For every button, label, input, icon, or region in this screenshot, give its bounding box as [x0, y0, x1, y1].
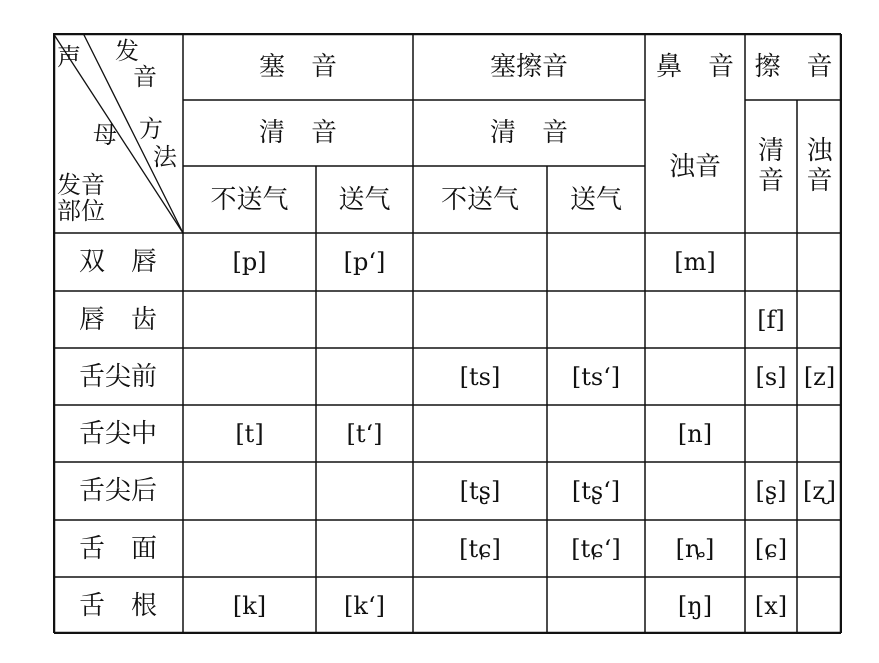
header-nasal: 鼻 音 — [655, 51, 734, 82]
header-affricate-unaspirated: 不送气 — [440, 184, 519, 215]
fricative-voiced-char-2: 音 — [806, 165, 833, 196]
phoneme-cell — [745, 405, 797, 462]
phoneme-cell: [tʂ] — [459, 477, 501, 505]
corner-label-buwei: 部位 — [57, 197, 105, 225]
row-place-label: 舌 根 — [78, 590, 157, 621]
phoneme-cell — [316, 520, 413, 577]
row-place-label: 舌 面 — [78, 533, 157, 564]
phoneme-cell — [797, 520, 842, 577]
phoneme-cell — [413, 577, 547, 634]
phoneme-cell — [797, 405, 842, 462]
corner-label-fa2: 法 — [153, 143, 177, 171]
consonant-table — [53, 33, 842, 634]
phoneme-cell: [ŋ] — [677, 591, 713, 620]
phoneme-cell — [797, 577, 842, 634]
row-place-label: 舌尖后 — [78, 476, 157, 506]
corner-label-fa: 发 — [115, 37, 139, 65]
phoneme-cell: [m] — [674, 248, 716, 276]
phoneme-cell — [183, 291, 316, 348]
phoneme-cell: [n] — [677, 419, 713, 448]
phoneme-cell — [547, 291, 645, 348]
phoneme-cell — [316, 462, 413, 520]
header-affricate-voiceless: 清 音 — [489, 118, 568, 148]
row-place-label: 舌尖中 — [78, 418, 157, 449]
phoneme-cell: [tʻ] — [346, 419, 383, 448]
phoneme-cell: [s] — [755, 362, 787, 391]
phoneme-cell — [645, 291, 745, 348]
header-stop: 塞 音 — [258, 51, 337, 82]
corner-label-fayin: 发音 — [57, 171, 105, 199]
phoneme-cell — [183, 520, 316, 577]
header-stop-voiceless: 清 音 — [258, 118, 337, 148]
phoneme-cell — [645, 348, 745, 405]
header-nasal-voiced: 浊音 — [668, 151, 721, 182]
row-place-label: 唇 齿 — [78, 304, 157, 335]
phoneme-cell — [183, 462, 316, 520]
phoneme-cell: [ʐ] — [802, 477, 837, 505]
header-fricative-voiceless — [745, 100, 797, 233]
phoneme-cell: [ʂ] — [755, 477, 787, 505]
corner-label-yin: 音 — [133, 63, 157, 91]
phoneme-cell — [797, 233, 842, 291]
phoneme-cell — [413, 233, 547, 291]
row-place-label: 双 唇 — [78, 247, 157, 277]
phoneme-cell — [547, 405, 645, 462]
corner-label-sheng: 声 — [57, 43, 81, 71]
phoneme-cell: [t] — [235, 419, 264, 448]
phoneme-cell — [645, 462, 745, 520]
phoneme-cell — [316, 291, 413, 348]
corner-label-mu: 母 — [93, 121, 117, 149]
phoneme-cell: [x] — [754, 591, 788, 620]
phoneme-cell: [ɕ] — [754, 534, 788, 563]
fricative-voiceless-char-1: 清 — [757, 135, 784, 166]
phoneme-cell — [183, 348, 316, 405]
corner-label-fang: 方 — [139, 115, 163, 143]
phoneme-cell: [ts] — [459, 362, 501, 391]
fricative-voiced-char-1: 浊 — [806, 135, 833, 166]
phoneme-cell — [413, 405, 547, 462]
phoneme-cell: [tʂʻ] — [571, 477, 621, 505]
phoneme-cell — [547, 577, 645, 634]
phoneme-cell: [tɕʻ] — [571, 534, 621, 563]
header-affricate-aspirated: 送气 — [569, 184, 622, 215]
header-fricative: 擦 音 — [754, 51, 833, 82]
row-place-label: 舌尖前 — [78, 361, 157, 392]
phoneme-cell — [547, 233, 645, 291]
phoneme-cell — [413, 291, 547, 348]
phoneme-cell — [316, 348, 413, 405]
header-affricate: 塞擦音 — [489, 51, 568, 82]
phoneme-cell: [tsʻ] — [571, 362, 621, 391]
phoneme-cell: [k] — [232, 591, 267, 620]
phoneme-cell: [tɕ] — [459, 534, 501, 563]
phoneme-cell — [745, 233, 797, 291]
phoneme-cell: [pʻ] — [343, 248, 386, 276]
phoneme-cell — [797, 291, 842, 348]
header-stop-unaspirated: 不送气 — [210, 184, 289, 215]
phoneme-cell: [kʻ] — [344, 591, 385, 620]
phoneme-cell: [z] — [803, 362, 836, 391]
phoneme-cell: [f] — [757, 305, 785, 334]
fricative-voiceless-char-2: 音 — [757, 165, 784, 196]
phoneme-cell: [p] — [232, 248, 267, 276]
header-stop-aspirated: 送气 — [338, 184, 391, 215]
header-fricative-voiced — [797, 100, 842, 233]
phoneme-cell: [ȵ] — [675, 534, 715, 563]
